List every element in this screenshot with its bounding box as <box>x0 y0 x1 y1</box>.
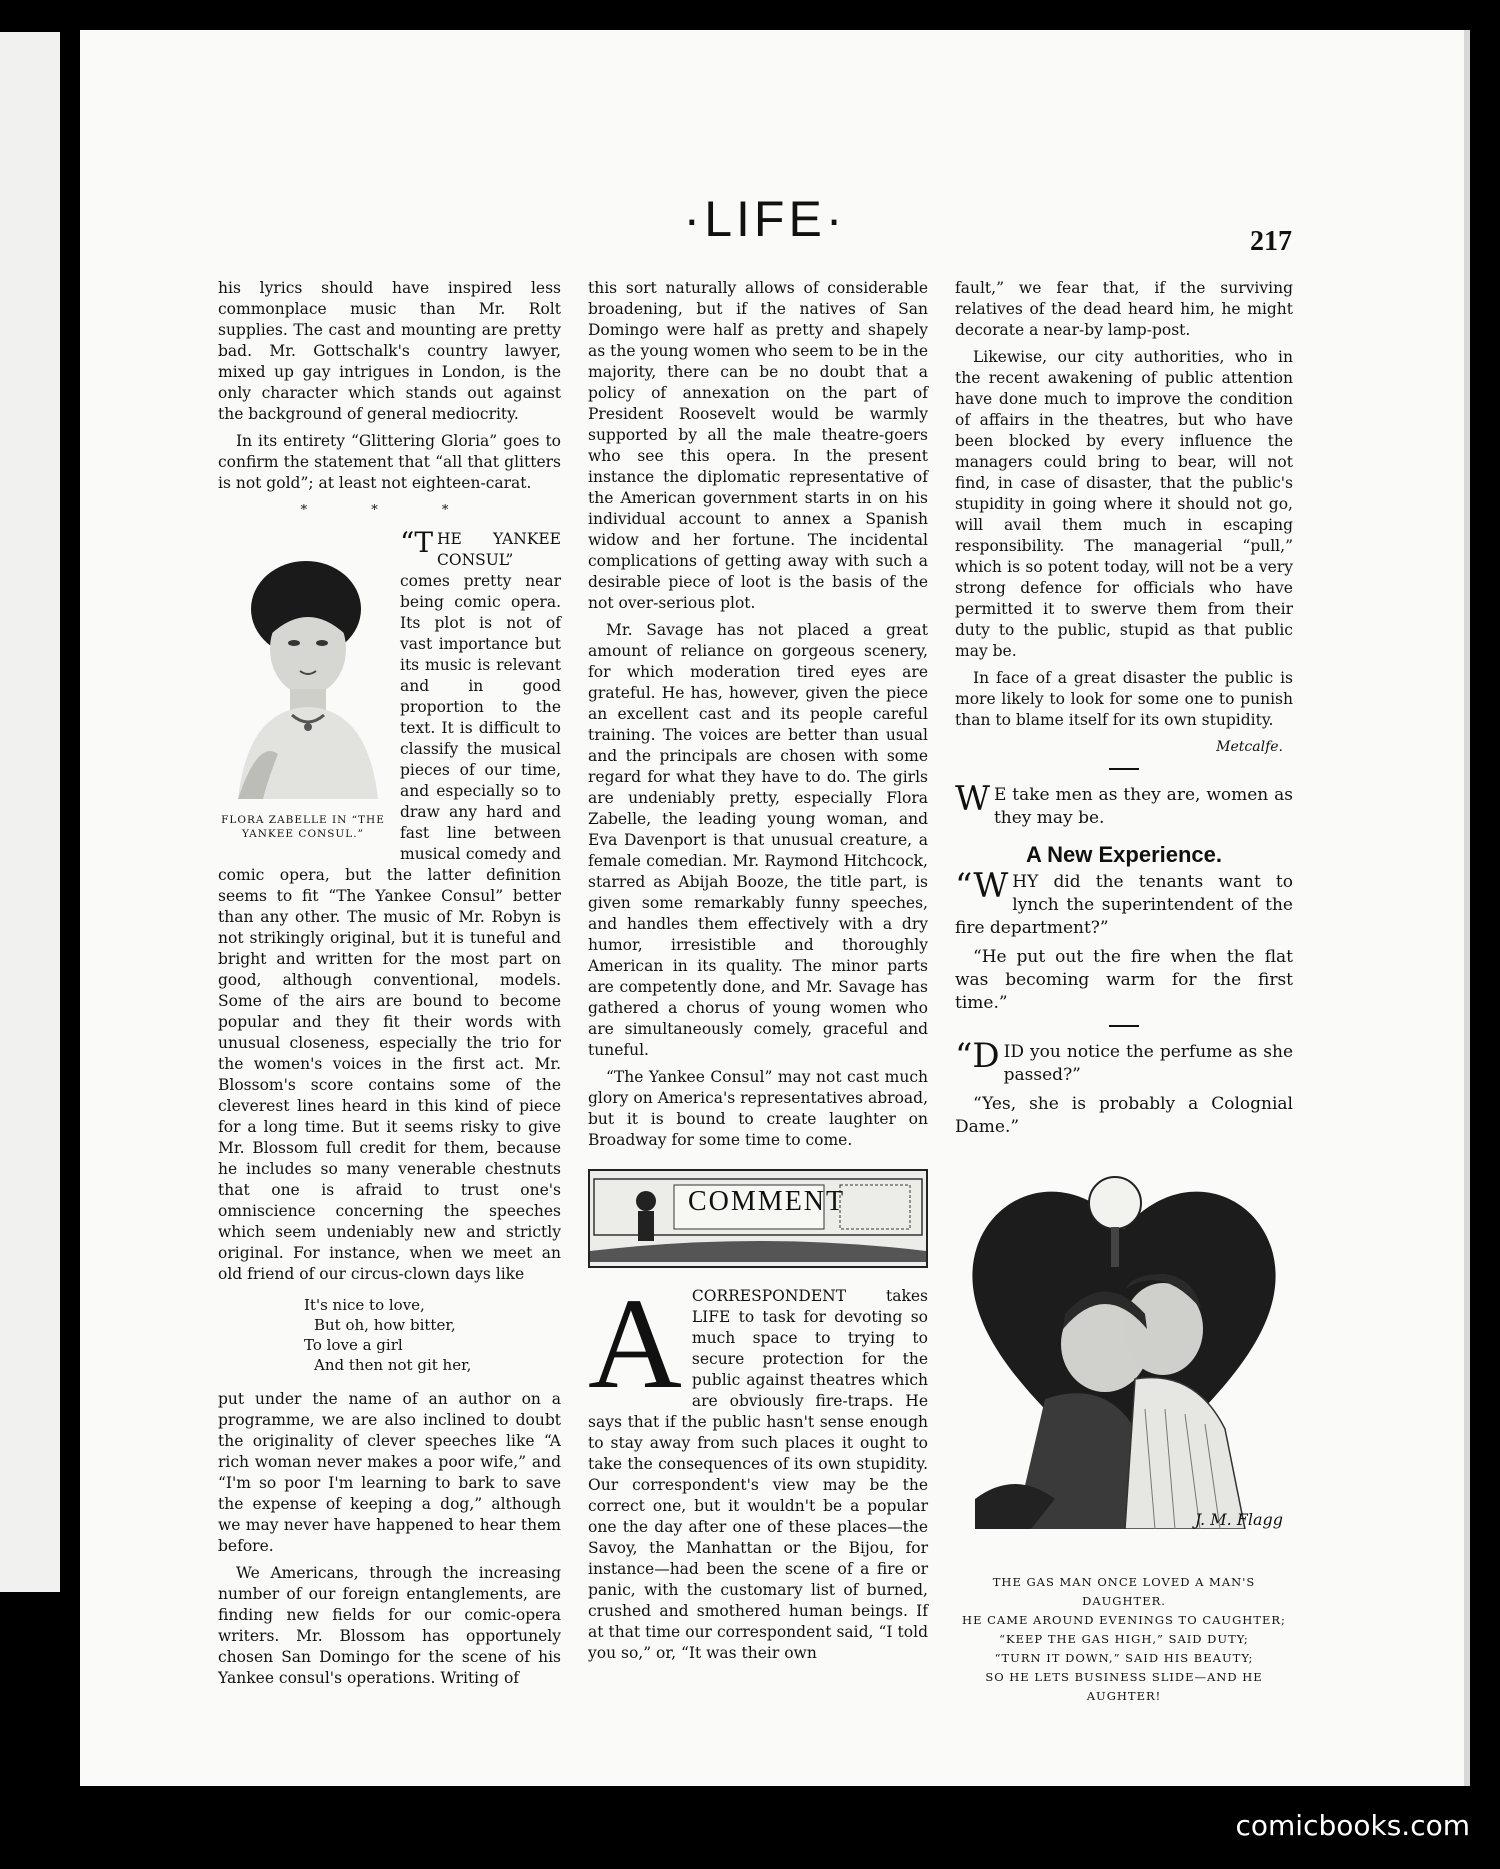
joke-1-initial: “W <box>955 866 1009 906</box>
cartoon-caption-line: THE GAS MAN ONCE LOVED A MAN'S DAUGHTER. <box>992 1575 1256 1608</box>
col1-paragraph-5: We Americans, through the increasing number of our foreign entanglements, are finding new fields for our comic-opera writers. Mr. Blossom has opportunely chosen San Domingo for the scene of his Yankee consul's operations. Writing of <box>218 1564 561 1687</box>
cartoon-illustration <box>955 1169 1293 1565</box>
joke-2-text: ID you notice the perfume as she passed?” <box>1003 1042 1293 1085</box>
signature-metcalfe: Metcalfe. <box>1216 739 1283 755</box>
comment-banner <box>588 1169 928 1268</box>
cartoon-signature: J. M. Flagg <box>1194 1510 1283 1529</box>
column-3 <box>955 278 1293 1706</box>
drop-cap-t: “T <box>400 526 433 559</box>
heading-new-experience: A New Experience. <box>1025 842 1223 867</box>
verse-line: It's nice to love, <box>304 1296 425 1314</box>
epigram <box>955 779 1293 830</box>
portrait-illustration <box>218 539 388 799</box>
col2-paragraph-3: “The Yankee Consul” may not cast much glory on America's representatives abroad, but it is bound to create laughter on Broadway for some time to come. <box>588 1068 928 1149</box>
comment-banner-text: COMMENT <box>688 1186 846 1217</box>
joke-2-question <box>955 1036 1293 1087</box>
col1-paragraph-2: In its entirety “Glittering Gloria” goes to confirm the statement that “all that glitters is not gold”; at least not eighteen-carat. <box>218 432 561 492</box>
section-divider-dots: * * * <box>300 503 479 518</box>
masthead-title: ·LIFE· <box>683 191 847 247</box>
gas-lamp-couple-drawing <box>955 1169 1293 1559</box>
page-edge-shadow <box>1464 30 1470 1786</box>
col2-paragraph-1: this sort naturally allows of considerable broadening, but if the natives of San Domingo were half as pretty and shapely as the young women who seem to be in the majority, there can be no doubt that a policy of annexation on the part of President Roosevelt would be warmly supported by all the male theatre-goers who see this opera. In the present instance the diplomatic representative of the American government starts in on his individual account to annex a Spanish widow and her fortune. The incidental complications of getting away with such a desirable piece of loot is the basis of the not over-serious plot. <box>588 279 928 612</box>
rule-divider <box>1109 768 1139 770</box>
adjacent-page-edge <box>0 32 60 1592</box>
cartoon-caption-line: HE CAME AROUND EVENINGS TO CAUGHTER; <box>962 1613 1286 1627</box>
joke-2-answer: “Yes, she is probably a Colognial Dame.” <box>955 1094 1293 1137</box>
col3-paragraph-2: Likewise, our city authorities, who in the recent awakening of public attention have done much to improve the condition of affairs in the theatres, but who have been blocked by every influence the managers could bring to bear, will not find, in case of disaster, that the public's stupidity in going where it should not go, will avail them much in escaping responsibility. The managerial “pull,” which is so potent today, will not be a very strong defence for officials who have permitted it to swerve them from their duty to the public, stupid as that public may be. <box>955 348 1293 660</box>
site-watermark: comicbooks.com <box>1235 1809 1470 1842</box>
cartoon-caption <box>955 1573 1293 1706</box>
joke-2-initial: “D <box>955 1036 1000 1076</box>
cartoon-caption-line: “TURN IT DOWN,” SAID HIS BEAUTY; <box>994 1651 1254 1665</box>
joke-1-answer: “He put out the fire when the flat was becoming warm for the first time.” <box>955 947 1293 1013</box>
column-2 <box>588 278 928 1670</box>
cartoon-caption-line: “KEEP THE GAS HIGH,” SAID DUTY; <box>999 1632 1249 1646</box>
col1-paragraph-3: HE YANKEE CONSUL” comes pretty near being comic opera. Its plot is not of vast importance but its music is relevant and in good proportion to the text. It is difficult to classify the musical pieces of our time, and especially so to draw any hard and fast line between musical comedy and comic opera, but the latter definition seems to fit “The Yankee Consul” better than any other. The music of Mr. Robyn is not strikingly original, but it is tuneful and bright and written for the most part on good, although conventional, models. Some of the airs are bound to become popular and they fit their words with unusual closeness, especially the trio for the women's voices in the first act. Mr. Blossom's score contains some of the cleverest lines heard in this kind of piece for a long time. But it seems risky to give Mr. Blossom full credit for them, because he includes so many venerable chestnuts that one is afraid to trust one's omniscience concerning the speeches which seem undeniably new and strictly original. For instance, when we meet an old friend of our circus-clown days like <box>218 530 561 1283</box>
portrait-caption: FLORA ZABELLE IN “THE YANKEE CONSUL.” <box>221 814 385 840</box>
rule-divider <box>1109 1025 1139 1027</box>
verse-line: And then not git her, <box>314 1356 472 1374</box>
epigram-initial: W <box>955 779 990 819</box>
cartoon-caption-line: SO HE LETS BUSINESS SLIDE—AND HE AUGHTER! <box>985 1670 1263 1703</box>
col3-paragraph-1: fault,” we fear that, if the surviving relatives of the dead heard him, he might decorate a near-by lamp-post. <box>955 279 1293 339</box>
column-1 <box>218 278 561 1695</box>
verse-quote <box>304 1295 561 1375</box>
drop-cap-a: A <box>588 1272 682 1416</box>
page-number: 217 <box>1250 226 1292 257</box>
joke-1-question <box>955 866 1293 940</box>
portrait-figure <box>218 539 388 841</box>
joke-1-text: HY did the tenants want to lynch the superintendent of the fire department?” <box>955 872 1293 938</box>
comment-text: CORRESPONDENT takes LIFE to task for devoting so much space to trying to secure protection for the public against theatres which are obviously fire-traps. He says that if the public hasn't sense enough to stay away from such places it ought to take the consequences of its own stupidity. Our correspondent's view may be the correct one, but it wouldn't be a popular one the day after one of these places—the Savoy, the Manhattan or the Bijou, for instance—had been the scene of a fire or panic, with the customary list of burned, crushed and smothered human beings. If at that time our correspondent said, “I told you so,” or, “It was their own <box>588 1287 928 1662</box>
comment-paragraph <box>588 1272 928 1664</box>
col1-paragraph-4: put under the name of an author on a programme, we are also inclined to doubt the originality of clever speeches like “A rich woman never makes a poor wife,” and “I'm so poor I'm learning to bark to save the expense of keeping a dog,” although we may never have happened to hear them before. <box>218 1390 561 1555</box>
verse-line: But oh, how bitter, <box>314 1316 456 1334</box>
col3-paragraph-3: In face of a great disaster the public is more likely to look for some one to punish than to blame itself for its own stupidity. <box>955 669 1293 729</box>
verse-line: To love a girl <box>304 1336 403 1354</box>
col2-paragraph-2: Mr. Savage has not placed a great amount of reliance on gorgeous scenery, for which moderation tired eyes are grateful. He has, however, given the piece an excellent cast and its people careful training. The voices are better than usual and the principals are chosen with some regard for what they have to do. The girls are undeniably pretty, especially Flora Zabelle, the leading young woman, and Eva Davenport is that unusual creature, a female comedian. Mr. Raymond Hitchcock, starred as Abijah Booze, the title part, is given some remarkably funny speeches, and handles them effectively with a dry humor, irresistible and thoroughly American in its quality. The minor parts are competently done, and Mr. Savage has gathered a chorus of young women who are simultaneously comely, graceful and tuneful. <box>588 621 928 1059</box>
epigram-text: E take men as they are, women as they may be. <box>993 785 1293 828</box>
col1-paragraph-1: his lyrics should have inspired less commonplace music than Mr. Rolt supplies. The cast and mounting are pretty bad. Mr. Gottschalk's country lawyer, mixed up gay intrigues in London, is the only character which stands out against the background of general mediocrity. <box>218 279 561 423</box>
